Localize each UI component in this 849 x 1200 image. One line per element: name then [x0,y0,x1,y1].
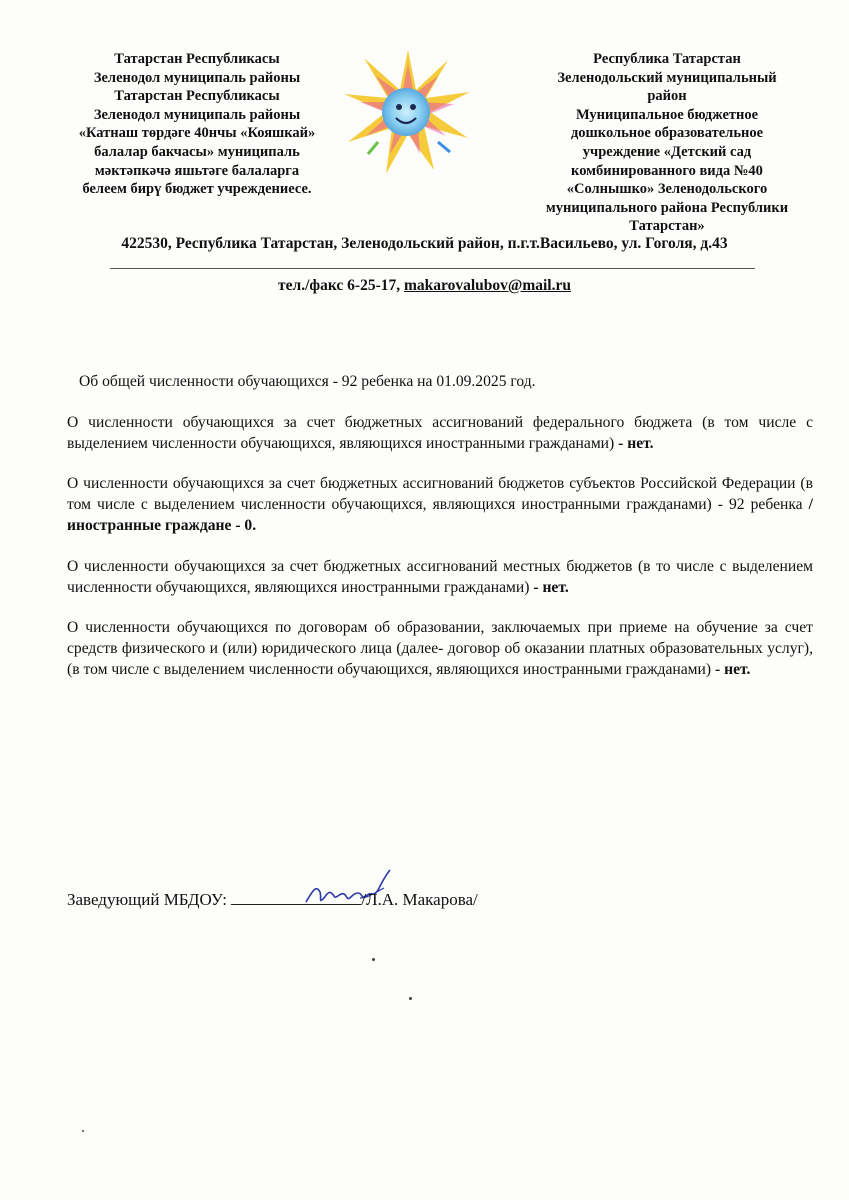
header-left-line: балалар бакчасы» муниципаль [94,143,300,160]
contacts [0,277,849,295]
signature-blank [231,888,361,905]
header-right-line: Муниципальное бюджетное [575,106,759,123]
header-left-line: Зеленодол муниципаль районы [93,69,301,86]
phone: тел./факс 6-25-17, [278,277,401,294]
signatory-name: /Л.А. Макарова/ [361,890,478,909]
contracts-text: О численности обучающихся по договорам об образовании, заключаемых при приеме на обучение за счет средств физического и (или) юридического лица (далее- договор об оказании платных образовательных услуг), (в том числе с выделением численности обучающихся, являющихся иностранными гражданами) [67,619,813,678]
header-left-line: белеем бирү бюджет учреждениесе. [82,181,312,198]
local-paragraph [67,557,813,599]
document-body [67,372,813,701]
contracts-paragraph [67,618,813,680]
header-right-line: дошкольное образовательное [570,125,764,142]
header-right-line: район [647,88,687,105]
regional-answer: / иностранные граждане - 0. [67,496,813,534]
header-right-line: учреждение «Детский сад [582,143,752,160]
header-right-line: Татарстан» [629,218,705,235]
header-right-line: Республика Татарстан [593,51,741,67]
signatory-position: Заведующий МБДОУ: [67,890,227,909]
header-left-line: мәктәпкәчә яшьтәге балаларга [94,162,300,179]
signature-line [67,888,767,910]
scan-speck [372,958,375,961]
total-paragraph: Об общей численности обучающихся - 92 ребенка на 01.09.2025 год. [79,373,536,390]
header-left-line: Татарстан Республикасы [114,51,280,67]
contracts-answer: - нет. [715,660,751,678]
header-divider [110,268,755,269]
regional-text: О численности обучающихся за счет бюджетных ассигнований бюджетов субъектов Российской Федерации (в том числе с выделением численности обучающихся, являющихся иностранными гражданами) - 92 ребенка [67,475,813,514]
scan-speck [409,997,412,1000]
sun-logo-icon [338,42,478,182]
header-left-line: Зеленодол муниципаль районы [93,106,301,123]
scan-speck [82,1130,84,1132]
header-right-line: «Солнышко» Зеленодольского [566,181,768,198]
address: 422530, Республика Татарстан, Зеленодольский район, п.г.т.Васильево, ул. Гоголя, д.43 [121,235,728,252]
federal-text: О численности обучающихся за счет бюджетных ассигнований федерального бюджета (в том числе с выделением численности обучающихся, являющихся иностранными гражданами) [67,413,813,452]
header-left-tatar [62,50,332,199]
header-right-line: Зеленодольский муниципальный [557,69,777,86]
regional-paragraph [67,474,813,536]
email-link[interactable]: makarovalubov@mail.ru [403,277,571,294]
header-right-line: комбинированного вида №40 [571,162,763,179]
header-right-russian [528,50,806,236]
federal-paragraph [67,413,813,455]
header-left-line: «Катнаш төрдәге 40нчы «Кояшкай» [78,125,316,142]
header-right-line: муниципального района Республики [545,199,789,216]
local-answer: - нет. [533,578,569,596]
header-left-line: Татарстан Республикасы [114,88,280,105]
local-text: О численности обучающихся за счет бюджетных ассигнований местных бюджетов (в то числе с выделением численности обучающихся, являющихся иностранными гражданами) [67,557,813,596]
federal-answer: - нет. [618,434,654,452]
